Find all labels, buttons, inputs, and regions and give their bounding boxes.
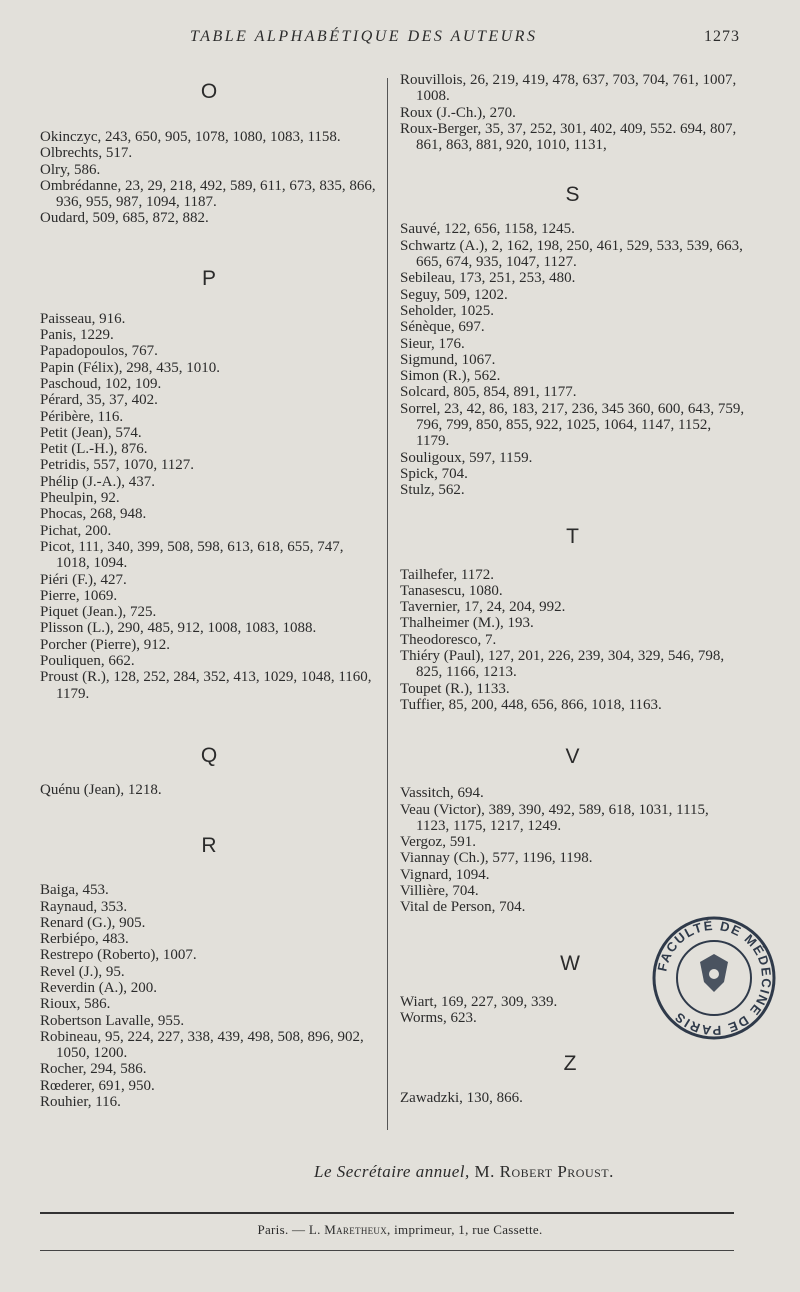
index-entry: Raynaud, 353. — [40, 898, 128, 915]
index-entry: Petit (L.-H.), 876. — [40, 441, 148, 458]
index-entry: Pouliquen, 662. — [40, 653, 135, 670]
section-letter-q: Q — [200, 743, 218, 767]
index-entry: Seholder, 1025. — [400, 302, 494, 319]
index-entry: Sauvé, 122, 656, 1158, 1245. — [400, 221, 575, 238]
section-v — [400, 745, 745, 915]
printer-address: imprimeur, 1, rue Cassette. — [394, 1222, 543, 1237]
index-entry: Sigmund, 1067. — [400, 351, 496, 368]
index-entry: Phélip (J.-A.), 437. — [40, 473, 155, 490]
index-entry: Panis, 1229. — [40, 327, 114, 344]
index-entry: Pierre, 1069. — [40, 587, 118, 604]
section-q — [40, 744, 378, 798]
page-title: TABLE ALPHABÉTIQUE DES AUTEURS — [190, 28, 538, 45]
index-entry: Spick, 704. — [400, 465, 468, 482]
section-t — [400, 525, 745, 714]
section-s — [400, 183, 745, 498]
printer-imprint — [0, 1222, 800, 1238]
index-entry: Vignard, 1094. — [400, 866, 490, 883]
index-entry: Toupet (R.), 1133. — [400, 680, 510, 697]
index-entry: Thiéry (Paul), 127, 201, 226, 239, 304, 329, 546, 798, 825, 1166, 1213. — [400, 648, 725, 681]
entries-p — [40, 311, 378, 702]
index-entry: Rouvillois, 26, 219, 419, 478, 637, 703, 704, 761, 1007, 1008. — [400, 72, 737, 105]
index-entry: Souligoux, 597, 1159. — [400, 449, 533, 466]
index-entry: Papadopoulos, 767. — [40, 343, 158, 360]
index-entry: Sieur, 176. — [400, 335, 465, 352]
printer-name: Maretheux, — [324, 1222, 391, 1237]
index-entry: Olbrechts, 517. — [40, 145, 133, 162]
index-entry: Simon (R.), 562. — [400, 368, 501, 385]
section-r-continued — [400, 72, 745, 153]
index-entry: Rioux, 586. — [40, 996, 111, 1013]
section-r — [40, 834, 378, 1110]
index-entry: Roux (J.-Ch.), 270. — [400, 104, 516, 121]
page-number: 1273 — [704, 28, 740, 45]
entries-v — [400, 785, 745, 915]
index-entry: Paisseau, 916. — [40, 310, 126, 327]
index-entry: Villière, 704. — [400, 882, 479, 899]
index-entry: Sorrel, 23, 42, 86, 183, 217, 236, 345 360, 600, 643, 759, 796, 799, 850, 855, 922, 1025, 1064, 1147, 1152, 1179. — [400, 400, 745, 450]
index-entry: Veau (Victor), 389, 390, 492, 589, 618, 1031, 1115, 1123, 1175, 1217, 1249. — [400, 801, 709, 834]
index-entry: Tavernier, 17, 24, 204, 992. — [400, 599, 566, 616]
index-entry: Thalheimer (M.), 193. — [400, 615, 534, 632]
entries-r — [40, 882, 378, 1110]
index-entry: Pheulpin, 92. — [40, 490, 120, 507]
index-entry: Reverdin (A.), 200. — [40, 979, 158, 996]
index-entry: Plisson (L.), 290, 485, 912, 1008, 1083, 1088. — [40, 620, 317, 637]
index-entry: Picot, 111, 340, 399, 508, 598, 613, 618, 655, 747, 1018, 1094. — [40, 538, 344, 572]
index-entry: Revel (J.), 95. — [40, 963, 125, 980]
index-entry: Paschoud, 102, 109. — [40, 375, 162, 392]
index-entry: Proust (R.), 128, 252, 284, 352, 413, 1029, 1048, 1160, 1179. — [40, 669, 372, 702]
running-header — [40, 28, 740, 50]
index-entry: Rœderer, 691, 950. — [40, 1077, 155, 1094]
library-stamp-icon — [648, 912, 780, 1044]
section-o — [40, 80, 378, 227]
entries-q — [40, 782, 378, 798]
index-entry: Wiart, 169, 227, 309, 339. — [400, 993, 558, 1010]
printer-city: Paris. — L. — [257, 1222, 321, 1237]
index-entry: Tanasescu, 1080. — [400, 582, 503, 599]
section-letter-r: R — [201, 834, 217, 858]
index-entry: Vergoz, 591. — [400, 834, 476, 851]
index-entry: Piéri (F.), 427. — [40, 571, 127, 588]
entries-t — [400, 567, 745, 714]
footer-rule-bottom — [40, 1250, 734, 1251]
index-entry: Rouhier, 116. — [40, 1094, 121, 1111]
section-letter-v: V — [565, 745, 580, 769]
index-entry: Renard (G.), 905. — [40, 914, 146, 931]
index-entry: Okinczyc, 243, 650, 905, 1078, 1080, 1083, 1158. — [40, 129, 341, 145]
index-entry: Quénu (Jean), 1218. — [40, 781, 162, 798]
section-letter-o: O — [200, 80, 218, 103]
index-entry: Zawadzki, 130, 866. — [400, 1090, 523, 1107]
section-letter-w: W — [560, 951, 580, 975]
index-entry: Worms, 623. — [400, 1009, 477, 1026]
index-entry: Rerbiépo, 483. — [40, 931, 129, 948]
index-entry: Tuffier, 85, 200, 448, 656, 866, 1018, 1163. — [400, 696, 662, 713]
index-entry: Olry, 586. — [40, 161, 101, 178]
section-letter-s: S — [565, 183, 580, 207]
section-letter-p: P — [201, 266, 216, 290]
index-entry: Pérard, 35, 37, 402. — [40, 392, 158, 409]
index-entry: Ombrédanne, 23, 29, 218, 492, 589, 611, 673, 835, 866, 936, 955, 987, 1094, 1187. — [40, 177, 376, 211]
index-entry: Robineau, 95, 224, 227, 338, 439, 498, 508, 896, 902, 1050, 1200. — [40, 1028, 364, 1062]
index-entry: Seguy, 509, 1202. — [400, 286, 508, 303]
index-entry: Sebileau, 173, 251, 253, 480. — [400, 270, 576, 287]
index-entry: Solcard, 805, 854, 891, 1177. — [400, 384, 577, 401]
column-divider — [387, 78, 388, 1130]
index-entry: Péribère, 116. — [40, 408, 124, 425]
entries-z — [400, 1090, 745, 1106]
section-p — [40, 267, 378, 702]
index-entry: Viannay (Ch.), 577, 1196, 1198. — [400, 850, 593, 867]
index-entry: Pichat, 200. — [40, 522, 112, 539]
index-entry: Vital de Person, 704. — [400, 899, 526, 916]
index-entry: Petridis, 557, 1070, 1127. — [40, 457, 195, 474]
footer-rule-top — [40, 1212, 734, 1214]
index-entry: Schwartz (A.), 2, 162, 198, 250, 461, 529, 533, 539, 663, 665, 674, 935, 1047, 1127. — [400, 237, 743, 271]
entries-o — [40, 129, 378, 227]
index-entry: Phocas, 268, 948. — [40, 506, 147, 523]
index-entry: Petit (Jean), 574. — [40, 424, 142, 441]
index-entry: Theodoresco, 7. — [400, 631, 497, 648]
signature-line — [314, 1162, 614, 1182]
section-letter-t: T — [566, 524, 579, 548]
index-entry: Restrepo (Roberto), 1007. — [40, 947, 197, 964]
index-entry: Vassitch, 694. — [400, 785, 484, 802]
index-entry: Robertson Lavalle, 955. — [40, 1012, 185, 1029]
index-entry: Tailhefer, 1172. — [400, 566, 495, 583]
index-entry: Baiga, 453. — [40, 882, 109, 899]
index-entry: Oudard, 509, 685, 872, 882. — [40, 210, 209, 227]
index-entry: Papin (Félix), 298, 435, 1010. — [40, 359, 220, 376]
section-z — [400, 1052, 745, 1106]
index-entry: Stulz, 562. — [400, 482, 465, 499]
index-entry: Porcher (Pierre), 912. — [40, 636, 170, 653]
index-entry: Rocher, 294, 586. — [40, 1061, 147, 1078]
section-letter-z: Z — [563, 1052, 577, 1076]
entries-s — [400, 221, 745, 498]
signature-role: Le Secrétaire annuel, — [314, 1162, 470, 1181]
signature-name: M. Robert Proust. — [474, 1162, 614, 1181]
index-entry: Sénèque, 697. — [400, 319, 485, 336]
left-column — [40, 72, 378, 1110]
index-entry: Piquet (Jean.), 725. — [40, 604, 157, 621]
stamp-text: FACULTÉ DE MÉDECINE DE PARIS — [654, 917, 775, 1039]
index-entry: Roux-Berger, 35, 37, 252, 301, 402, 409, 552. 694, 807, 861, 863, 881, 920, 1010, 1131, — [400, 120, 737, 154]
